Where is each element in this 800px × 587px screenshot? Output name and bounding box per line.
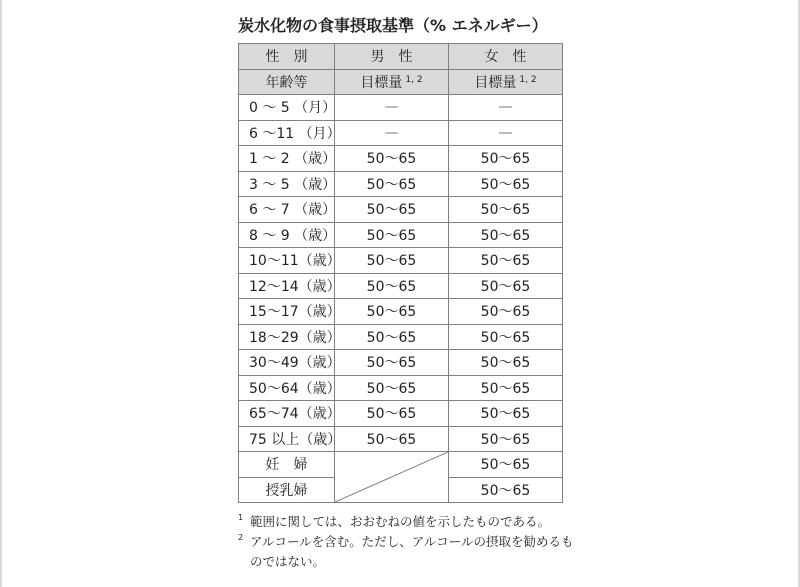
male-value-cell: 50～65 <box>335 146 449 172</box>
age-cell: 50～64（歳） <box>239 375 335 401</box>
age-cell: 8 ～ 9 （歳） <box>239 222 335 248</box>
footnote-ref: 1, 2 <box>519 74 537 85</box>
male-value-cell: 50～65 <box>335 426 449 452</box>
female-value-cell: 50～65 <box>449 273 563 299</box>
male-value-cell: 50～65 <box>335 350 449 376</box>
table-row <box>239 171 563 197</box>
page-border-left <box>0 0 2 587</box>
female-value-cell: 50～65 <box>449 375 563 401</box>
footnote-ref: 1, 2 <box>405 74 423 85</box>
female-value-cell: 50～65 <box>449 401 563 427</box>
table-row <box>239 299 563 325</box>
special-group-cell: 授乳婦 <box>239 477 335 503</box>
female-value-cell: 50～65 <box>449 197 563 223</box>
header-age-label: 年齢等 <box>239 69 335 95</box>
male-value-cell: — <box>335 95 449 121</box>
age-cell: 6 ～11 （月） <box>239 120 335 146</box>
table-row <box>239 426 563 452</box>
table-row <box>239 120 563 146</box>
female-value-cell: 50～65 <box>449 324 563 350</box>
female-value-cell: 50～65 <box>449 248 563 274</box>
male-value-cell: 50～65 <box>335 248 449 274</box>
footnote-number: 2 <box>238 533 244 542</box>
male-value-cell: 50～65 <box>335 171 449 197</box>
female-value-cell: 50～65 <box>449 350 563 376</box>
table-row <box>239 375 563 401</box>
footnote-1 <box>238 512 578 532</box>
age-cell: 18～29（歳） <box>239 324 335 350</box>
age-cell: 15～17（歳） <box>239 299 335 325</box>
table-row <box>239 401 563 427</box>
age-cell: 65～74（歳） <box>239 401 335 427</box>
header-male: 男 性 <box>335 44 449 70</box>
age-cell: 10～11（歳） <box>239 248 335 274</box>
age-cell: 0 ～ 5 （月） <box>239 95 335 121</box>
female-value-cell: 50～65 <box>449 299 563 325</box>
table-row <box>239 350 563 376</box>
female-value-cell: 50～65 <box>449 171 563 197</box>
footnote-text: 範囲に関しては、おおむねの値を示したものである。 <box>250 514 551 529</box>
table-row <box>239 324 563 350</box>
age-cell: 30～49（歳） <box>239 350 335 376</box>
age-cell: 12～14（歳） <box>239 273 335 299</box>
female-value-cell: 50～65 <box>449 477 563 503</box>
female-value-cell: 50～65 <box>449 222 563 248</box>
age-cell: 75 以上（歳） <box>239 426 335 452</box>
table-row <box>239 248 563 274</box>
header-female-target <box>449 69 563 95</box>
target-label: 目標量 <box>474 74 517 91</box>
header-row-age <box>239 69 563 95</box>
footnote-2 <box>238 532 578 572</box>
table-row <box>239 146 563 172</box>
header-sex-label: 性 別 <box>239 44 335 70</box>
male-value-cell: 50～65 <box>335 401 449 427</box>
header-male-target <box>335 69 449 95</box>
female-value-cell: 50～65 <box>449 426 563 452</box>
target-label: 目標量 <box>360 74 403 91</box>
header-female: 女 性 <box>449 44 563 70</box>
female-value-cell: 50～65 <box>449 452 563 478</box>
footnote-text: アルコールを含む。ただし、アルコールの摂取を勧めるものではない。 <box>250 534 574 569</box>
female-value-cell: — <box>449 95 563 121</box>
age-cell: 6 ～ 7 （歳） <box>239 197 335 223</box>
female-value-cell: 50～65 <box>449 146 563 172</box>
age-cell: 3 ～ 5 （歳） <box>239 171 335 197</box>
header-row-sex <box>239 44 563 70</box>
table-row <box>239 197 563 223</box>
table-row-special <box>239 452 563 478</box>
table-row <box>239 222 563 248</box>
diagonal-slash <box>335 452 448 502</box>
carbohydrate-intake-table <box>238 43 563 503</box>
male-value-cell: 50～65 <box>335 222 449 248</box>
special-group-cell: 妊 婦 <box>239 452 335 478</box>
male-value-cell: 50～65 <box>335 375 449 401</box>
age-cell: 1 ～ 2 （歳） <box>239 146 335 172</box>
footnote-number: 1 <box>238 513 244 522</box>
male-value-cell: 50～65 <box>335 197 449 223</box>
male-value-cell: 50～65 <box>335 324 449 350</box>
male-not-applicable-cell <box>335 452 449 503</box>
table-row <box>239 95 563 121</box>
female-value-cell: — <box>449 120 563 146</box>
male-value-cell: — <box>335 120 449 146</box>
male-value-cell: 50～65 <box>335 299 449 325</box>
table-title: 炭水化物の食事摂取基準（% エネルギー） <box>238 16 548 35</box>
male-value-cell: 50～65 <box>335 273 449 299</box>
table-row <box>239 273 563 299</box>
footnotes <box>238 512 578 572</box>
